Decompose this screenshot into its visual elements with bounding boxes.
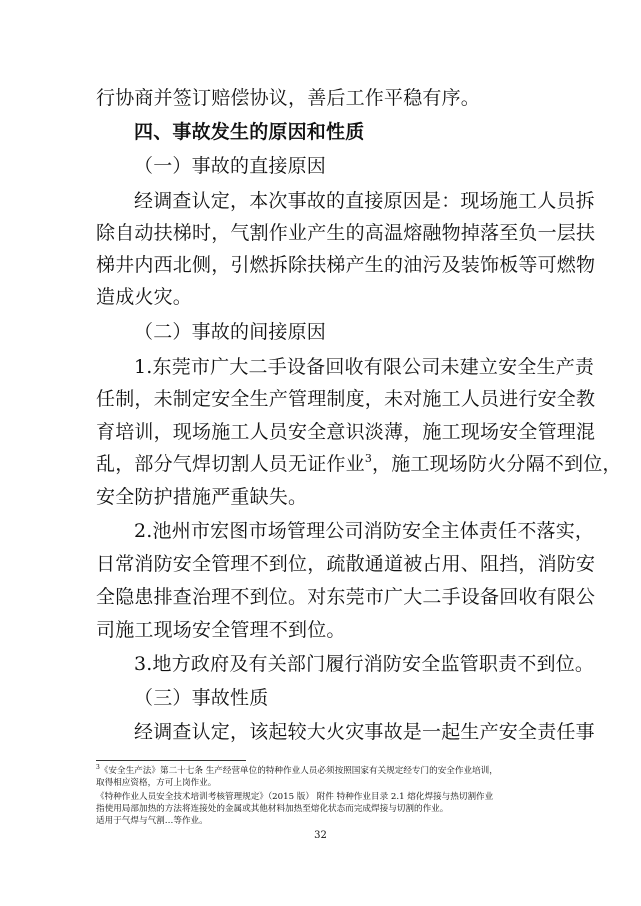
paragraph-line: 安全防护措施严重缺失。 — [96, 486, 308, 508]
paragraph-line: 2.池州市宏图市场管理公司消防安全主体责任不落实， — [134, 520, 595, 542]
paragraph-line: 日常消防安全管理不到位，疏散通道被占用、阻挡，消防安 — [96, 553, 596, 575]
footnote-reference: 3 — [364, 452, 373, 465]
paragraph-line: 行协商并签订赔偿协议，善后工作平稳有序。 — [96, 87, 481, 109]
subsection-heading: （一）事故的直接原因 — [134, 155, 327, 177]
paragraph-line: 全隐患排查治理不到位。对东莞市广大二手设备回收有限公 — [96, 586, 596, 608]
footnote-line: $^3$《安全生产法》第二十七条 生产经营单位的特种作业人员必须按照国家有关规定经专门的安全作业培训， — [96, 764, 498, 776]
paragraph-line: 育培训，现场施工人员安全意识淡薄，施工现场安全管理混 — [96, 421, 596, 443]
paragraph-line: 1.东莞市广大二手设备回收有限公司未建立安全生产责 — [134, 356, 595, 378]
footnote-line: 《特种作业人员安全技术培训考核管理规定》（2015 版） 附件 特种作业目录 2.1 熔化焊接与热切割作业 — [96, 792, 494, 802]
footnote-divider — [96, 760, 246, 761]
footnote-line: 指使用局部加热的方法将连接处的金属或其他材料加热至熔化状态而完成焊接与切割的作业。 — [96, 804, 449, 814]
subsection-heading: （二）事故的间接原因 — [134, 321, 327, 343]
paragraph-line: 除自动扶梯时，气割作业产生的高温熔融物掉落至负一层扶 — [96, 222, 596, 244]
paragraph-line: 经调查认定，本次事故的直接原因是：现场施工人员拆 — [134, 190, 595, 212]
section-heading: 四、事故发生的原因和性质 — [134, 121, 365, 143]
page-number: 32 — [314, 830, 327, 841]
paragraph-line-with-footnote: 乱，部分气焊切割人员无证作业$^3$，施工现场防火分隔不到位， — [96, 452, 622, 475]
paragraph-line: 造成火灾。 — [96, 286, 193, 308]
paragraph-line: 梯井内西北侧，引燃拆除扶梯产生的油污及装饰板等可燃物 — [96, 254, 596, 276]
footnote-line: 适用于气焊与气割…等作业。 — [96, 816, 208, 826]
paragraph-line: 经调查认定，该起较大火灾事故是一起生产安全责任事 — [134, 721, 595, 743]
paragraph-line: 3.地方政府及有关部门履行消防安全监管职责不到位。 — [134, 653, 595, 675]
paragraph-line: 任制，未制定安全生产管理制度，未对施工人员进行安全教 — [96, 388, 596, 410]
subsection-heading: （三）事故性质 — [134, 687, 269, 709]
footnote-line: 取得相应资格，方可上岗作业。 — [96, 778, 217, 788]
paragraph-line: 司施工现场安全管理不到位。 — [96, 619, 346, 641]
